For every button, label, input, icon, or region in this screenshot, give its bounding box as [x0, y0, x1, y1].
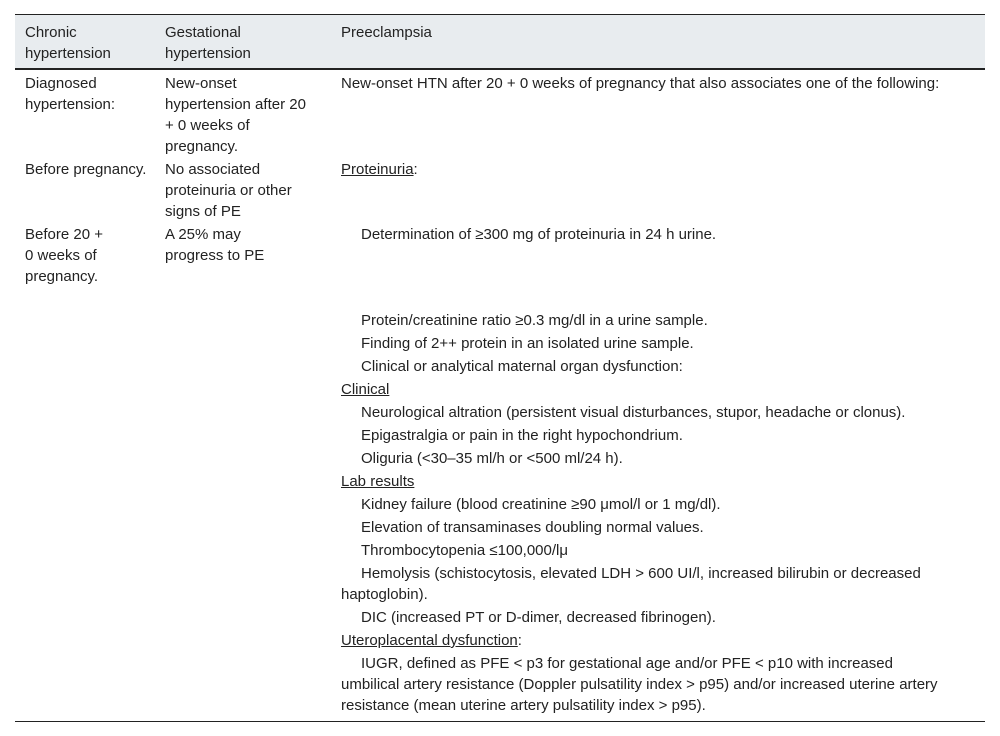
- lab-thrombocytopenia: Thrombocytopenia ≤100,000/lμ: [361, 542, 568, 559]
- organ-dysfunction: Clinical or analytical maternal organ dysfunction:: [361, 358, 683, 375]
- uteroplacental-colon: :: [517, 632, 522, 649]
- proteinuria-24h: Determination of ≥300 mg of proteinuria in 24 h urine.: [361, 226, 717, 243]
- clinical-neurological: Neurological altration (persistent visual disturbances, stupor, headache or clonus).: [361, 404, 906, 421]
- lab-results-heading: Lab results: [341, 473, 415, 490]
- clinical-epigastralgia: Epigastralgia or pain in the right hypochondrium.: [361, 427, 683, 444]
- clinical-oliguria: Oliguria (<30–35 ml/h or <500 ml/24 h).: [361, 450, 623, 467]
- chronic-before-20-weeks: Before 20 + 0 weeks of pregnancy.: [25, 226, 103, 285]
- table-header: [15, 15, 985, 70]
- chronic-diagnosed: Diagnosed hypertension:: [25, 75, 116, 113]
- uteroplacental-iugr: IUGR, defined as PFE < p3 for gestational age and/or PFE < p10 with increased umbilical artery resistance (Doppler pulsatility index > p95) and/or increased uterine artery resistance (mean uterine artery pulsatility index > p95).: [341, 655, 938, 714]
- lab-dic: DIC (increased PT or D-dimer, decreased fibrinogen).: [361, 609, 716, 626]
- gestational-progression: A 25% may progress to PE: [165, 226, 265, 264]
- header-preeclampsia: Preeclampsia: [341, 24, 432, 41]
- preeclampsia-intro: New-onset HTN after 20 + 0 weeks of pregnancy that also associates one of the following:: [341, 75, 940, 92]
- proteinuria-section: [341, 159, 981, 180]
- uteroplacental-section: [341, 630, 981, 651]
- lab-transaminases: Elevation of transaminases doubling normal values.: [361, 519, 704, 536]
- proteinuria-colon: :: [413, 161, 418, 178]
- isolated-urine-protein: Finding of 2++ protein in an isolated urine sample.: [361, 335, 694, 352]
- lab-kidney-failure: Kidney failure (blood creatinine ≥90 μmol/l or 1 mg/dl).: [361, 496, 721, 513]
- gestational-definition: New-onset hypertension after 20 + 0 weeks of pregnancy.: [165, 75, 306, 155]
- gestational-no-proteinuria: No associated proteinuria or other signs of PE: [165, 161, 292, 220]
- protein-creatinine-ratio: Protein/creatinine ratio ≥0.3 mg/dl in a urine sample.: [361, 312, 708, 329]
- chronic-before-pregnancy: Before pregnancy.: [25, 161, 147, 178]
- lab-hemolysis: Hemolysis (schistocytosis, elevated LDH > 600 UI/l, increased bilirubin or decreased haptoglobin).: [341, 565, 921, 603]
- table-body: [15, 70, 985, 721]
- header-gestational-hypertension: Gestational hypertension: [165, 24, 251, 62]
- header-chronic-hypertension: Chronic hypertension: [25, 24, 111, 62]
- criteria-table: [15, 14, 985, 722]
- uteroplacental-heading: Uteroplacental dysfunction: [341, 632, 518, 649]
- clinical-heading: Clinical: [341, 381, 390, 398]
- proteinuria-heading: Proteinuria: [341, 161, 414, 178]
